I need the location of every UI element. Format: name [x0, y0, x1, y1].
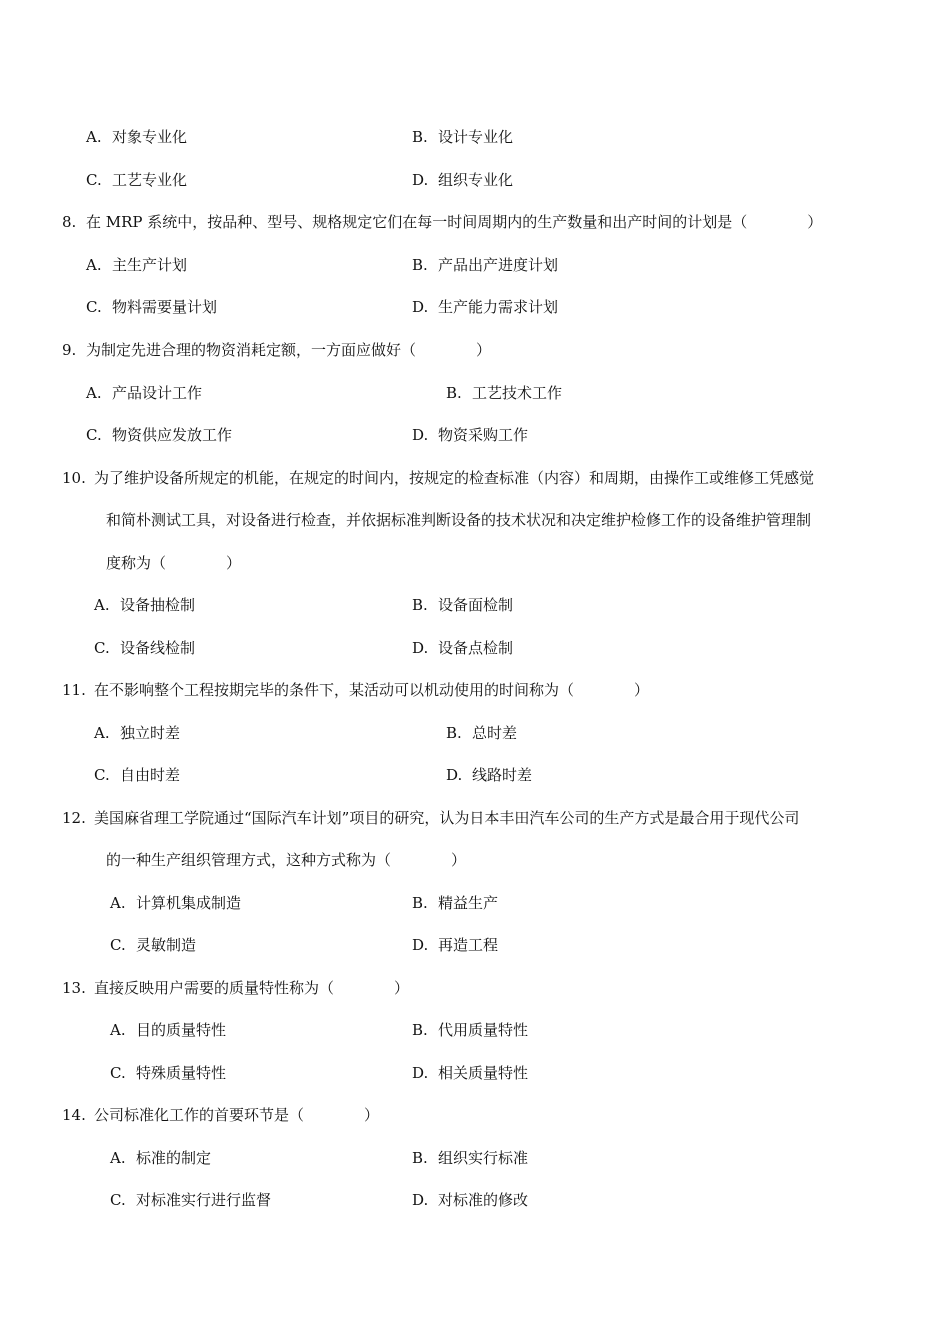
question-10-stem-continued	[106, 553, 241, 573]
option-letter: C.	[94, 639, 110, 657]
option-text: 组织实行标准	[438, 1149, 529, 1167]
question-number: 14.	[62, 1106, 86, 1124]
q8-option-a	[86, 255, 187, 275]
option-letter: A.	[110, 894, 126, 912]
option-text: 代用质量特性	[438, 1021, 529, 1039]
q9-option-a	[86, 383, 202, 403]
option-text: 精益生产	[438, 894, 499, 912]
q14-option-b	[412, 1148, 528, 1168]
option-letter: D.	[412, 298, 429, 316]
option-text: 对标准实行进行监督	[136, 1191, 272, 1209]
question-number: 8.	[62, 213, 77, 231]
q14-option-c	[110, 1190, 271, 1210]
q8-option-d	[412, 297, 558, 317]
option-letter: D.	[412, 936, 429, 954]
question-number: 11.	[62, 681, 86, 699]
question-10-stem	[62, 468, 814, 488]
q9-option-c	[86, 425, 232, 445]
q8-option-c	[86, 297, 217, 317]
option-letter: A.	[94, 724, 110, 742]
option-letter: B.	[412, 596, 428, 614]
option-text: 组织专业化	[438, 171, 514, 189]
q13-option-a	[110, 1020, 226, 1040]
option-text: 独立时差	[120, 724, 181, 742]
question-text: 直接反映用户需要的质量特性称为（ ）	[94, 979, 410, 997]
option-letter: A.	[110, 1149, 126, 1167]
option-letter: C.	[86, 298, 102, 316]
option-text: 特殊质量特性	[136, 1064, 227, 1082]
q12-option-c	[110, 935, 196, 955]
option-text: 线路时差	[472, 766, 533, 784]
option-text: 设备线检制	[120, 639, 196, 657]
option-text: 自由时差	[120, 766, 181, 784]
question-text: 为制定先进合理的物资消耗定额，一方面应做好（ ）	[86, 341, 492, 359]
option-text: 工艺专业化	[112, 171, 188, 189]
question-text: 度称为（ ）	[106, 554, 242, 572]
q10-option-a	[94, 595, 195, 615]
option-letter: D.	[412, 171, 429, 189]
option-letter: B.	[412, 1021, 428, 1039]
option-letter: B.	[412, 128, 428, 146]
question-number: 12.	[62, 809, 86, 827]
question-text: 在 MRP 系统中，按品种、型号、规格规定它们在每一时间周期内的生产数量和出产时间的计划是（ ）	[86, 213, 823, 231]
question-text: 和简朴测试工具，对设备进行检查，并依据标准判断设备的技术状况和决定维护检修工作的设备维护管理制	[106, 511, 812, 529]
option-letter: C.	[110, 1191, 126, 1209]
option-text: 目的质量特性	[136, 1021, 227, 1039]
question-number: 13.	[62, 979, 86, 997]
option-text: 再造工程	[438, 936, 499, 954]
q12-option-a	[110, 893, 241, 913]
option-letter: C.	[86, 171, 102, 189]
option-letter: B.	[412, 894, 428, 912]
option-text: 设备面检制	[438, 596, 514, 614]
question-text: 为了维护设备所规定的机能，在规定的时间内，按规定的检查标准（内容）和周期，由操作工或维修工凭感觉	[94, 469, 815, 487]
q13-option-d	[412, 1063, 528, 1083]
q9-option-d	[412, 425, 528, 445]
option-letter: C.	[94, 766, 110, 784]
q10-option-d	[412, 638, 513, 658]
question-9-stem	[62, 340, 491, 360]
option-text: 相关质量特性	[438, 1064, 529, 1082]
q10-option-b	[412, 595, 513, 615]
q11-option-b	[446, 723, 517, 743]
question-12-stem-continued	[106, 850, 466, 870]
option-text: 物资采购工作	[438, 426, 529, 444]
question-text: 美国麻省理工学院通过“国际汽车计划”项目的研究，认为日本丰田汽车公司的生产方式是最合用于现代公司	[94, 809, 800, 827]
question-8-stem	[62, 212, 822, 232]
option-letter: D.	[412, 426, 429, 444]
option-letter: A.	[110, 1021, 126, 1039]
option-text: 对标准的修改	[438, 1191, 529, 1209]
option-letter: C.	[110, 936, 126, 954]
option-letter: C.	[86, 426, 102, 444]
question-14-stem	[62, 1105, 379, 1125]
option-text: 设备抽检制	[120, 596, 196, 614]
question-text: 公司标准化工作的首要环节是（ ）	[94, 1106, 380, 1124]
q7-option-d	[412, 170, 513, 190]
option-text: 设计专业化	[438, 128, 514, 146]
q13-option-b	[412, 1020, 528, 1040]
option-text: 总时差	[472, 724, 518, 742]
q14-option-d	[412, 1190, 528, 1210]
option-text: 产品出产进度计划	[438, 256, 559, 274]
q11-option-a	[94, 723, 180, 743]
option-letter: A.	[86, 256, 102, 274]
option-text: 产品设计工作	[112, 384, 203, 402]
option-letter: B.	[446, 384, 462, 402]
question-number: 10.	[62, 469, 86, 487]
question-13-stem	[62, 978, 409, 998]
option-text: 对象专业化	[112, 128, 188, 146]
option-letter: A.	[86, 384, 102, 402]
option-text: 主生产计划	[112, 256, 188, 274]
q10-option-c	[94, 638, 195, 658]
q7-option-c	[86, 170, 187, 190]
option-text: 生产能力需求计划	[438, 298, 559, 316]
option-text: 计算机集成制造	[136, 894, 242, 912]
option-letter: D.	[446, 766, 463, 784]
question-text: 的一种生产组织管理方式，这种方式称为（ ）	[106, 851, 467, 869]
question-10-stem-continued	[106, 510, 811, 530]
option-text: 工艺技术工作	[472, 384, 563, 402]
question-text: 在不影响整个工程按期完毕的条件下，某活动可以机动使用的时间称为（ ）	[94, 681, 650, 699]
option-letter: B.	[412, 1149, 428, 1167]
option-letter: D.	[412, 1191, 429, 1209]
q13-option-c	[110, 1063, 226, 1083]
question-number: 9.	[62, 341, 77, 359]
option-letter: A.	[86, 128, 102, 146]
q11-option-c	[94, 765, 180, 785]
q12-option-d	[412, 935, 498, 955]
question-12-stem	[62, 808, 799, 828]
option-text: 设备点检制	[438, 639, 514, 657]
question-11-stem	[62, 680, 649, 700]
option-letter: C.	[110, 1064, 126, 1082]
option-letter: B.	[412, 256, 428, 274]
q12-option-b	[412, 893, 498, 913]
option-text: 标准的制定	[136, 1149, 212, 1167]
option-letter: D.	[412, 639, 429, 657]
option-text: 物料需要量计划	[112, 298, 218, 316]
option-letter: B.	[446, 724, 462, 742]
q7-option-a	[86, 127, 187, 147]
q9-option-b	[446, 383, 562, 403]
q7-option-b	[412, 127, 513, 147]
q11-option-d	[446, 765, 532, 785]
option-letter: D.	[412, 1064, 429, 1082]
option-text: 物资供应发放工作	[112, 426, 233, 444]
q14-option-a	[110, 1148, 211, 1168]
q8-option-b	[412, 255, 558, 275]
option-text: 灵敏制造	[136, 936, 197, 954]
option-letter: A.	[94, 596, 110, 614]
